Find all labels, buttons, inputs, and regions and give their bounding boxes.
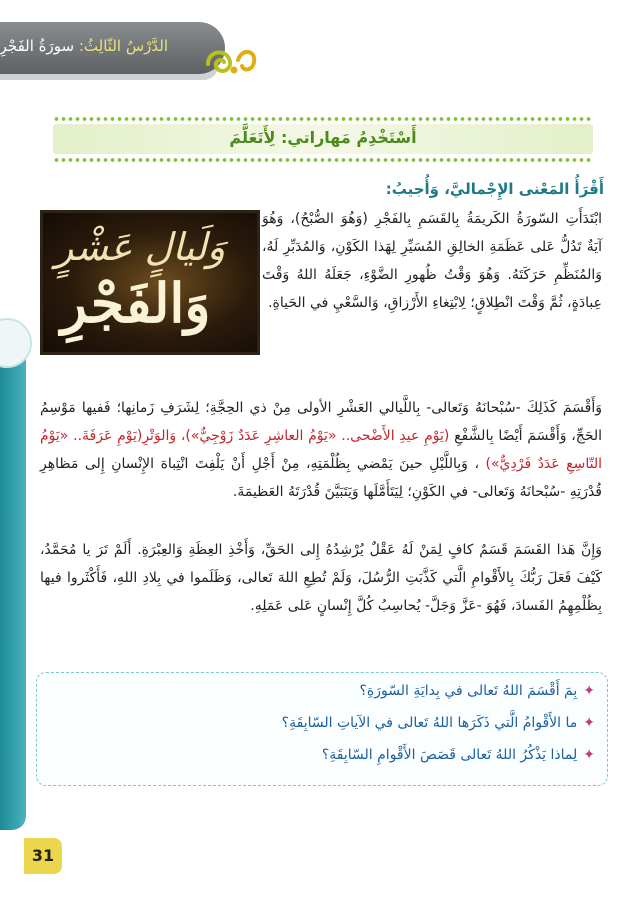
page-number: 31 (31, 846, 55, 865)
calligraphy-line-1: وَلَيالٍ عَشْرٍ (55, 225, 226, 269)
banner-dots-bottom (53, 157, 593, 163)
skills-banner (53, 124, 593, 154)
diamond-bullet-icon: ✦ (583, 715, 595, 731)
question-item: ✦بِمَ أَقْسَمَ اللهُ تَعالى في بِدايَةِ السّورَةِ؟ (359, 683, 595, 699)
calligraphy-image (40, 210, 260, 355)
lesson-title: سورَةُ الفَجْرِ (0, 37, 75, 55)
questions-box (36, 672, 608, 786)
question-item: ✦ما الأَقْوامُ الَّتي ذَكَرَها اللهُ تَعالى في الآياتِ السّابِقَةِ؟ (281, 715, 595, 731)
logo-icon (198, 40, 262, 80)
banner-title: أَسْتَخْدِمُ مَهاراتي: لِأَتَعَلَّمَ (229, 128, 417, 147)
lesson-header (0, 37, 168, 55)
lesson-label: الدَّرْسُ الثّالِثُ: (78, 37, 168, 55)
diamond-bullet-icon: ✦ (583, 683, 595, 699)
paragraph-oaths-part-1: وَأَقْسَمَ كَذَلِكَ -سُبْحانَهُ وَتَعالى- بِاللَّيالي العَشْرِ الأولى مِنْ ذي الحِجَّةِ؛ لِشَرَفِ زَمانِها؛ فَفيها مَوْسِمُ الحَجِّ، وَأَقْسَمَ أَيْضًا بِالشَّفْعِ (40, 400, 603, 444)
paragraph-oaths (40, 394, 602, 506)
question-item: ✦لِماذا يَذْكُرُ اللهُ تَعالى قَصَصَ الأَقْوامِ السّابِقَةِ؟ (321, 747, 595, 763)
paragraph-lesson: وَإِنَّ هَذا القَسَمَ قَسَمٌ كافٍ لِمَنْ لَهُ عَقْلٌ يُرْشِدُهُ إِلى الحَقِّ، وَأَخْذِ العِظَةِ وَالعِبْرَةِ. أَلَمْ تَرَ يا مُحَمَّدُ، كَيْفَ فَعَلَ رَبُّكَ بِالأَقْوامِ الَّتي كَذَّبَتِ الرُّسُلَ، وَلَمْ تُطِعِ اللهَ تَعالى، وَظَلَموا في بِلادِ اللهِ، فَأَكْثَروا فيها بِظُلْمِهِمُ الفَسادَ، فَهُوَ -عَزَّ وَجَلَّ- يُحاسِبُ كُلَّ إِنْسانٍ عَلى عَمَلِهِ. (40, 542, 602, 614)
highlighted-days: (يَوْمِ عيدِ الأَضْحى.. «يَوْمُ العاشِرِ عَدَدٌ زَوْجِيٌّ»)، وَالوَتْرِ(يَوْمِ عَرَفَةَ.. «يَوْمُ التّاسِعِ عَدَدٌ فَرْدِيٌّ») (40, 428, 602, 472)
diamond-bullet-icon: ✦ (583, 747, 595, 763)
page-number-badge (24, 838, 62, 874)
side-decoration-strip (0, 330, 26, 830)
calligraphy-line-2: وَالفَجْرِ (61, 271, 211, 335)
section-heading: أَقْرَأُ المَعْنى الإِجْماليَّ، وَأُجيبُ: (385, 180, 604, 198)
banner-dots-top (53, 116, 593, 122)
paragraph-intro: ابْتَدَأَتِ السّورَةُ الكَريمَةُ بِالقَسَمِ بِالفَجْرِ (وَهُوَ الصُّبْحُ)، وَهُوَ آيَةٌ تَدُلُّ عَلى عَظَمَةِ الخالِقِ المُسَيِّرِ لِهَذا الكَوْنِ، وَالمُدَبِّرِ لَهُ، وَالمُنَظِّمِ حَرَكَتَهُ. وَهُوَ وَقْتُ ظُهورِ الضَّوْءِ، جَعَلَهُ اللهُ وَقْتَ عِبادَةٍ، ثُمَّ وَقْتَ انْطِلاقٍ؛ لِابْتِغاءِ الأَرْزاقِ، وَالسَّعْيِ في الحَياةِ. (262, 211, 602, 311)
decorative-pattern-icon (0, 318, 32, 368)
paragraph-oaths-part-2: ، وَبِاللَّيْلِ حينَ يَمْضي بِظُلْمَتِهِ، مِنْ أَجْلِ أَنْ يَلْفِتَ انْتِباهَ الإِنْسانِ إِلى مَظاهِرِ قُدْرَتِهِ -سُبْحانَهُ وَتَعالى- في الكَوْنِ؛ لِيَتَأَمَّلَها وَيَتَبَيَّنَ قُدْرَتَهُ العَظيمَةَ. (40, 456, 602, 500)
